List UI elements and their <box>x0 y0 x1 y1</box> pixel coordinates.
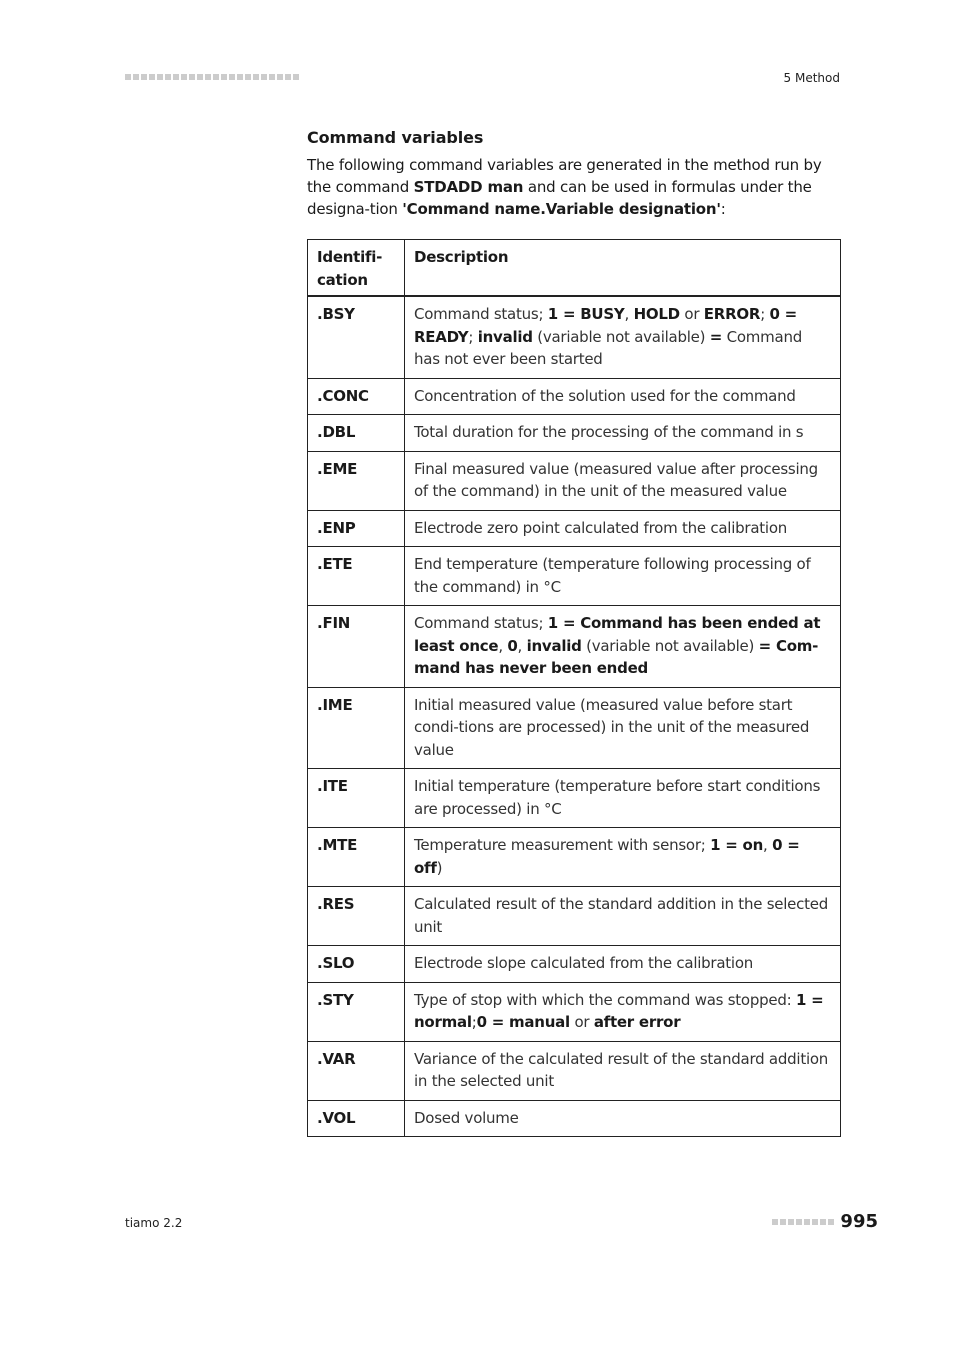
description-text-run: Command status; <box>414 614 548 632</box>
variable-identifier: .RES <box>308 887 405 946</box>
variable-identifier: .VAR <box>308 1041 405 1100</box>
decoration-square <box>804 1219 810 1225</box>
decoration-square <box>173 74 179 80</box>
variable-description <box>405 769 841 828</box>
decoration-square <box>277 74 283 80</box>
page-number: 995 <box>840 1211 878 1232</box>
header-identification: Identifi-cation <box>308 240 405 297</box>
table-row <box>308 547 841 606</box>
intro-text-run: STDADD man <box>413 178 524 196</box>
variable-description <box>405 946 841 983</box>
table-row <box>308 378 841 415</box>
variable-identifier: .CONC <box>308 378 405 415</box>
footer-product: tiamo 2.2 <box>125 1216 183 1230</box>
description-text-run: Final measured value (measured value after processing of the command) in the unit of the measured value <box>414 459 818 500</box>
description-text-run: , <box>517 636 527 655</box>
table-body <box>308 296 841 1137</box>
decoration-square <box>293 74 299 80</box>
description-text-run: 1 = BUSY <box>547 305 625 323</box>
variable-description <box>405 451 841 510</box>
intro-text-run: : <box>720 200 726 218</box>
running-header-section: 5 Method <box>783 71 840 85</box>
decoration-square <box>796 1219 802 1225</box>
table-row <box>308 451 841 510</box>
variable-identifier: .SLO <box>308 946 405 983</box>
table-row <box>308 687 841 769</box>
table-row <box>308 1041 841 1100</box>
decoration-square <box>189 74 195 80</box>
variable-description <box>405 415 841 452</box>
variable-description <box>405 828 841 887</box>
description-text-run: after error <box>593 1013 681 1031</box>
description-text-run: Total duration for the processing of the command in s <box>414 423 804 441</box>
variable-identifier: .ETE <box>308 547 405 606</box>
table-row <box>308 1100 841 1137</box>
decoration-square <box>149 74 155 80</box>
description-text-run: Command has not ever been started <box>414 327 802 368</box>
variable-identifier: .ENP <box>308 510 405 547</box>
description-text-run: ; <box>760 305 770 323</box>
description-text-run: or <box>679 305 704 323</box>
description-text-run: (variable not available) <box>581 636 759 655</box>
table-row <box>308 828 841 887</box>
description-text-run: 0 <box>507 636 518 655</box>
variable-description <box>405 606 841 688</box>
description-text-run: 0 = off <box>414 836 800 877</box>
decoration-square <box>820 1219 826 1225</box>
variable-identifier: .FIN <box>308 606 405 688</box>
description-text-run: Dosed volume <box>414 1108 519 1127</box>
description-text-run: , <box>763 836 773 854</box>
header-description: Description <box>405 240 841 297</box>
header-decoration-dots <box>125 74 299 80</box>
description-text-run: Electrode slope calculated from the calibration <box>414 954 754 972</box>
decoration-square <box>141 74 147 80</box>
description-text-run: , <box>498 636 508 655</box>
table-row <box>308 606 841 688</box>
description-text-run: invalid <box>526 636 582 655</box>
variable-description <box>405 982 841 1041</box>
description-text-run: Initial temperature (temperature before start conditions are processed) in °C <box>414 777 821 818</box>
intro-text-run: and can be used in formulas under the designa-tion <box>307 178 812 218</box>
decoration-square <box>157 74 163 80</box>
variable-identifier: .IME <box>308 687 405 769</box>
decoration-square <box>237 74 243 80</box>
decoration-square <box>221 74 227 80</box>
description-text-run: 1 = Command has been ended at least once <box>414 614 821 655</box>
decoration-square <box>133 74 139 80</box>
description-text-run: 1 = normal <box>414 990 824 1031</box>
variable-identifier: .DBL <box>308 415 405 452</box>
description-text-run: Type of stop with which the command was stopped: <box>414 990 796 1009</box>
table-row <box>308 296 841 378</box>
description-text-run: Calculated result of the standard addition in the selected unit <box>414 895 829 936</box>
description-text-run: ERROR <box>703 305 761 323</box>
variable-identifier: .BSY <box>308 296 405 378</box>
description-text-run: Concentration of the solution used for the command <box>414 386 796 405</box>
description-text-run: Electrode zero point calculated from the calibration <box>414 518 788 537</box>
description-text-run: = <box>709 327 723 346</box>
table-row <box>308 415 841 452</box>
footer-page <box>772 1211 878 1232</box>
decoration-square <box>261 74 267 80</box>
decoration-square <box>772 1219 778 1225</box>
variable-description <box>405 510 841 547</box>
command-variables-table <box>307 239 841 1137</box>
description-text-run: End temperature (temperature following processing of the command) in °C <box>414 555 811 596</box>
table-row <box>308 982 841 1041</box>
variable-description <box>405 547 841 606</box>
table-row <box>308 510 841 547</box>
description-text-run: or <box>569 1013 594 1031</box>
decoration-square <box>125 74 131 80</box>
description-text-run: invalid <box>477 327 533 346</box>
table-row <box>308 946 841 983</box>
description-text-run: , <box>624 305 634 323</box>
description-text-run: Variance of the calculated result of the standard addition in the selected unit <box>414 1049 829 1090</box>
description-text-run: Command status; <box>414 305 548 323</box>
decoration-square <box>197 74 203 80</box>
intro-text-run: The following command variables are generated in the method run by the command <box>307 156 822 196</box>
description-text-run: HOLD <box>633 305 680 323</box>
intro-text-run: 'Command name.Variable designation' <box>402 200 721 218</box>
section-title: Command variables <box>307 128 484 147</box>
description-text-run: Initial measured value (measured value before start condi-tions are processed) in the unit of the measured value <box>414 695 810 759</box>
variable-identifier: .ITE <box>308 769 405 828</box>
variable-identifier: .MTE <box>308 828 405 887</box>
decoration-square <box>213 74 219 80</box>
decoration-square <box>285 74 291 80</box>
variable-identifier: .VOL <box>308 1100 405 1137</box>
variable-description <box>405 378 841 415</box>
decoration-square <box>229 74 235 80</box>
footer-decoration-dots <box>772 1219 834 1225</box>
description-text-run: 0 = READY <box>414 305 797 346</box>
decoration-square <box>812 1219 818 1225</box>
decoration-square <box>245 74 251 80</box>
intro-paragraph <box>307 154 841 220</box>
description-text-run: 0 = manual <box>476 1013 570 1031</box>
decoration-square <box>780 1219 786 1225</box>
variable-description <box>405 1041 841 1100</box>
variable-description <box>405 887 841 946</box>
variable-description <box>405 296 841 378</box>
decoration-square <box>165 74 171 80</box>
description-text-run: = Com-mand has never been ended <box>414 636 819 677</box>
table-row <box>308 887 841 946</box>
decoration-square <box>828 1219 834 1225</box>
decoration-square <box>788 1219 794 1225</box>
main-content <box>307 128 841 1137</box>
decoration-square <box>205 74 211 80</box>
variable-identifier: .STY <box>308 982 405 1041</box>
decoration-square <box>269 74 275 80</box>
description-text-run: ; <box>471 1013 477 1031</box>
decoration-square <box>253 74 259 80</box>
description-text-run: ) <box>436 858 443 877</box>
decoration-square <box>181 74 187 80</box>
table-row <box>308 769 841 828</box>
table-header-row <box>308 240 841 297</box>
description-text-run: (variable not available) <box>532 327 710 346</box>
variable-description <box>405 687 841 769</box>
description-text-run: 1 = on <box>710 836 764 854</box>
variable-description <box>405 1100 841 1137</box>
variable-identifier: .EME <box>308 451 405 510</box>
description-text-run: Temperature measurement with sensor; <box>414 836 711 854</box>
description-text-run: ; <box>468 327 478 346</box>
